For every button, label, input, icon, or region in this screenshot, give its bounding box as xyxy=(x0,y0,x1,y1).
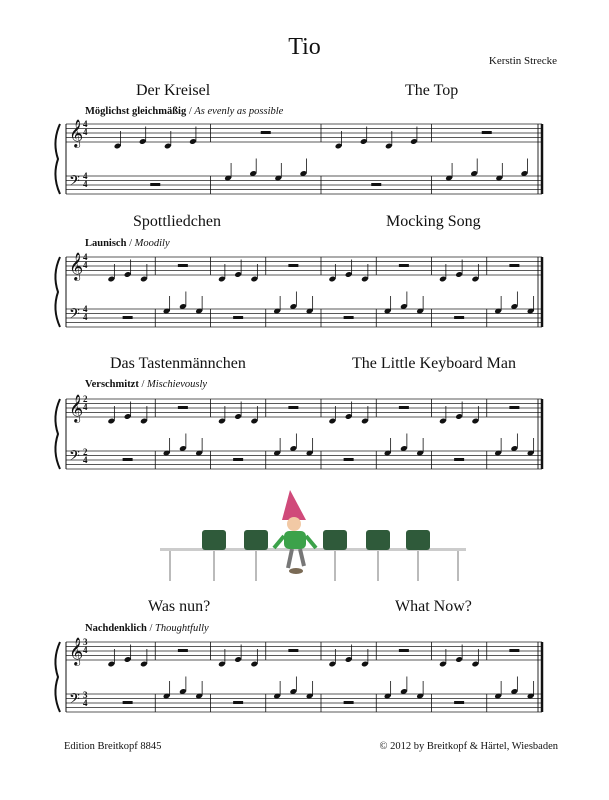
system-brace xyxy=(55,257,60,327)
system-brace xyxy=(55,124,60,194)
whole-rest xyxy=(178,649,188,652)
system-brace xyxy=(55,642,60,712)
whole-rest xyxy=(178,406,188,409)
treble-clef-icon: 𝄞 xyxy=(69,394,84,422)
piece-title-german: Das Tastenmännchen xyxy=(110,355,246,372)
tempo-marking: Möglichst gleichmäßig / As evenly as possible xyxy=(85,106,284,117)
page-title: Tio xyxy=(288,34,321,60)
whole-rest xyxy=(261,131,271,134)
whole-rest xyxy=(399,406,409,409)
whole-rest xyxy=(233,701,243,704)
treble-clef-icon: 𝄞 xyxy=(69,252,84,280)
treble-clef-icon: 𝄞 xyxy=(69,119,84,147)
whole-rest xyxy=(482,131,492,134)
whole-rest xyxy=(344,458,354,461)
bass-clef-icon: 𝄢 xyxy=(69,306,80,326)
tempo-marking: Nachdenklich / Thoughtfully xyxy=(85,623,209,634)
piece-title-english: Mocking Song xyxy=(386,213,481,230)
whole-rest xyxy=(371,183,381,186)
whole-rest xyxy=(509,649,519,652)
whole-rest xyxy=(399,264,409,267)
keyboard-keys xyxy=(160,530,466,581)
time-signature-bass: 4 4 xyxy=(83,171,88,189)
bass-clef-icon: 𝄢 xyxy=(69,691,80,711)
tempo-marking: Verschmitzt / Mischievously xyxy=(85,379,208,390)
treble-clef-icon: 𝄞 xyxy=(69,637,84,665)
footer-edition: Edition Breitkopf 8845 xyxy=(64,741,162,752)
piece-title-english: What Now? xyxy=(395,598,472,615)
whole-rest xyxy=(150,183,160,186)
time-signature-treble: 2 4 xyxy=(83,394,88,412)
music-system xyxy=(0,251,609,331)
whole-rest xyxy=(454,458,464,461)
time-signature-bass: 3 4 xyxy=(83,690,88,708)
keyboard-gnome-illustration xyxy=(160,486,470,586)
whole-rest xyxy=(288,406,298,409)
piece-title-english: The Top xyxy=(405,82,459,99)
system-brace xyxy=(55,399,60,469)
bass-clef-icon: 𝄢 xyxy=(69,448,80,468)
piece-title-german: Der Kreisel xyxy=(136,82,211,99)
music-system xyxy=(0,636,609,716)
whole-rest xyxy=(178,264,188,267)
tempo-marking: Launisch / Moodily xyxy=(85,238,170,249)
whole-rest xyxy=(288,649,298,652)
whole-rest xyxy=(233,458,243,461)
whole-rest xyxy=(344,316,354,319)
time-signature-treble: 3 4 xyxy=(83,637,88,655)
time-signature-treble: 4 4 xyxy=(83,252,88,270)
whole-rest xyxy=(399,649,409,652)
composer-name: Kerstin Strecke xyxy=(488,55,557,67)
time-signature-bass: 4 4 xyxy=(83,304,88,322)
whole-rest xyxy=(509,264,519,267)
piece-title-german: Was nun? xyxy=(148,598,211,615)
gnome-figure xyxy=(274,490,316,574)
footer-copyright: © 2012 by Breitkopf & Härtel, Wiesbaden xyxy=(379,741,558,752)
whole-rest xyxy=(233,316,243,319)
music-system xyxy=(0,393,609,473)
whole-rest xyxy=(123,701,133,704)
whole-rest xyxy=(123,316,133,319)
whole-rest xyxy=(454,316,464,319)
piece-title-german: Spottliedchen xyxy=(133,213,221,230)
whole-rest xyxy=(288,264,298,267)
time-signature-bass: 2 4 xyxy=(83,447,88,465)
whole-rest xyxy=(344,701,354,704)
whole-rest xyxy=(454,701,464,704)
bass-clef-icon: 𝄢 xyxy=(69,173,80,193)
whole-rest xyxy=(509,406,519,409)
piece-title-english: The Little Keyboard Man xyxy=(352,355,516,372)
time-signature-treble: 4 4 xyxy=(83,119,88,137)
whole-rest xyxy=(123,458,133,461)
music-system xyxy=(0,118,609,198)
